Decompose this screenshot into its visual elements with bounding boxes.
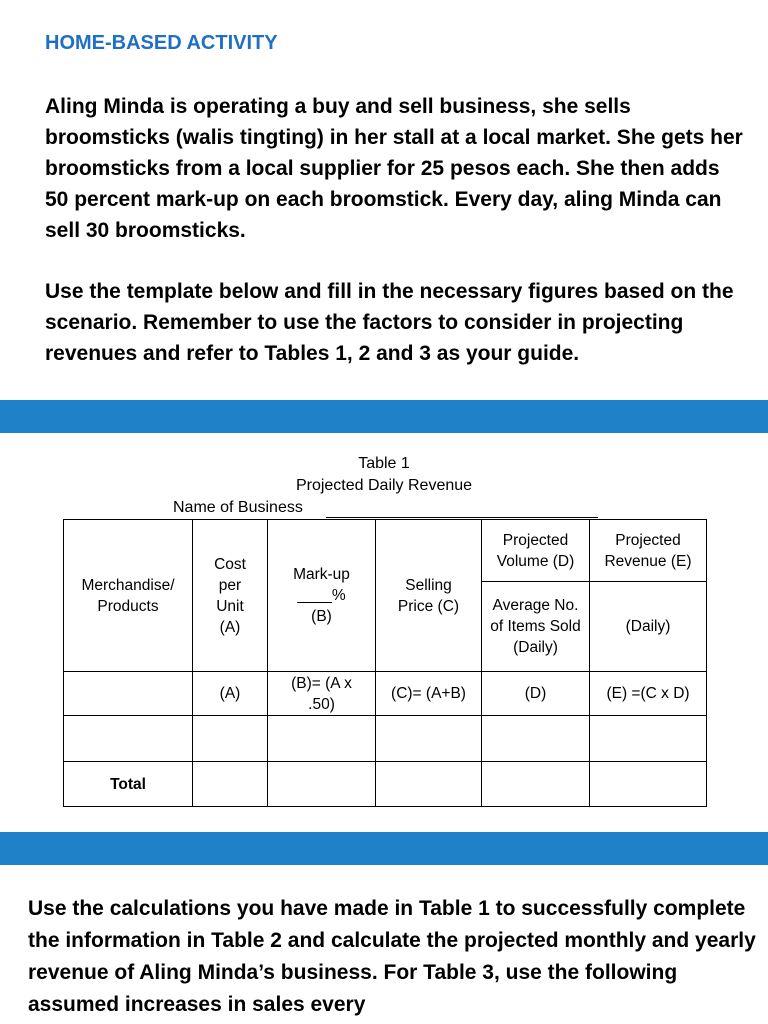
instruction-paragraph: Use the template below and fill in the necessary figures based on the scenario. Remember to use the factors to consider in projecting revenues and refer to Tables 1, 2 and 3 as your guide. — [45, 280, 734, 365]
total-label: Total — [64, 762, 193, 807]
total-cell[interactable] — [193, 762, 268, 807]
table-title: Table 1 — [358, 455, 410, 472]
header-cost-per-unit: Cost per Unit (A) — [193, 520, 268, 672]
table-subtitle: Projected Daily Revenue — [295, 477, 473, 494]
entry-row — [64, 716, 707, 762]
entry-cell[interactable] — [590, 716, 707, 762]
formula-d: (D) — [482, 672, 590, 716]
total-row — [64, 762, 707, 807]
entry-cell[interactable] — [482, 716, 590, 762]
top-divider-band — [0, 400, 768, 433]
entry-cell[interactable] — [64, 716, 193, 762]
formula-blank — [64, 672, 193, 716]
header-projected-volume: Projected Volume (D) — [482, 520, 590, 582]
projected-daily-revenue-table — [63, 519, 707, 807]
formula-e: (E) =(C x D) — [590, 672, 707, 716]
markup-letter: (B) — [311, 608, 332, 625]
header-projected-revenue: Projected Revenue (E) — [590, 520, 707, 582]
header-average-items-sold: Average No. of Items Sold (Daily) — [482, 582, 590, 672]
entry-cell[interactable] — [193, 716, 268, 762]
markup-percent-blank: ____% — [297, 587, 346, 604]
total-cell[interactable] — [376, 762, 482, 807]
formula-a: (A) — [193, 672, 268, 716]
formula-b: (B)= (A x .50) — [268, 672, 376, 716]
header-markup — [268, 520, 376, 672]
entry-cell[interactable] — [268, 716, 376, 762]
header-row-1 — [64, 520, 707, 582]
header-daily: (Daily) — [590, 582, 707, 672]
header-selling-price: Selling Price (C) — [376, 520, 482, 672]
total-cell[interactable] — [482, 762, 590, 807]
name-of-business-blank — [326, 517, 598, 518]
total-cell[interactable] — [590, 762, 707, 807]
name-of-business-label: Name of Business — [173, 499, 303, 516]
activity-heading: HOME-BASED ACTIVITY — [45, 32, 278, 54]
formula-c: (C)= (A+B) — [376, 672, 482, 716]
formula-row — [64, 672, 707, 716]
followup-paragraph: Use the calculations you have made in Table 1 to successfully complete the information in Table 2 and calculate the projected monthly and yearly revenue of Aling Minda’s business. For Table 3, use the following assumed increases in sales every — [28, 897, 756, 1016]
total-cell[interactable] — [268, 762, 376, 807]
markup-label: Mark-up — [293, 566, 350, 583]
header-merchandise: Merchandise/ Products — [64, 520, 193, 672]
bottom-divider-band — [0, 832, 768, 865]
scenario-paragraph: Aling Minda is operating a buy and sell business, she sells broomsticks (walis tingting) in her stall at a local market. She gets her broomsticks from a local supplier for 25 pesos each. She then adds 50 percent mark-up on each broomstick. Every day, aling Minda can sell 30 broomsticks. — [45, 95, 743, 242]
entry-cell[interactable] — [376, 716, 482, 762]
